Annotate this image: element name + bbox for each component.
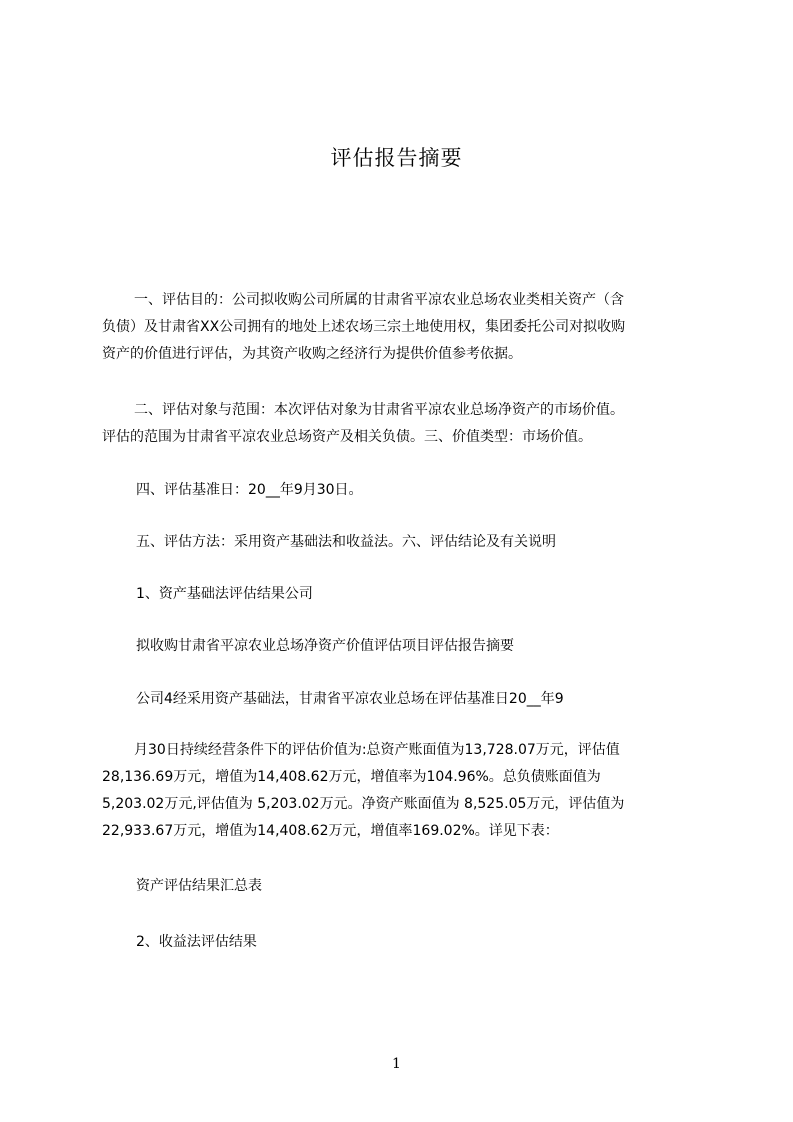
text-line: 资产的价值进行评估，为其资产收购之经济行为提供价值参考依据。	[102, 346, 522, 362]
text-line: 评估的范围为甘肃省平凉农业总场资产及相关负债。三、价值类型：市场价值。	[102, 429, 592, 445]
text-line: 1、资产基础法评估结果公司	[136, 586, 313, 602]
paragraph-summary-table-title	[102, 873, 698, 900]
text-line: 五、评估方法：采用资产基础法和收益法。六、评估结论及有关说明	[136, 534, 556, 550]
text-line: 公司4经采用资产基础法，甘肃省平凉农业总场在评估基准日20__年9	[136, 691, 564, 707]
text-line: 四、评估基准日：20__年9月30日。	[136, 482, 363, 498]
paragraph-method	[102, 529, 698, 556]
paragraph-scope	[102, 397, 698, 451]
paragraph-project-name	[102, 633, 698, 660]
text-line: 5,203.02万元,评估值为 5,203.02万元。净资产账面值为 8,525.05万元，评估值为	[102, 796, 625, 812]
text-line: 2、收益法评估结果	[136, 934, 257, 950]
page-title: 评估报告摘要	[330, 146, 463, 170]
text-line: 一、评估目的：公司拟收购公司所属的甘肃省平凉农业总场农业类相关资产（含	[134, 292, 624, 308]
text-line: 资产评估结果汇总表	[136, 878, 262, 894]
paragraph-valuation-results	[102, 737, 698, 845]
text-line: 负债）及甘肃省XX公司拥有的地处上述农场三宗土地使用权，集团委托公司对拟收购	[102, 319, 626, 335]
paragraph-method-intro	[102, 686, 698, 713]
text-line: 拟收购甘肃省平凉农业总场净资产价值评估项目评估报告摘要	[136, 638, 514, 654]
text-line: 22,933.67万元，增值为14,408.62万元，增值率169.02%。详见下表：	[102, 823, 559, 839]
text-line: 二、评估对象与范围：本次评估对象为甘肃省平凉农业总场净资产的市场价值。	[134, 402, 624, 418]
paragraph-asset-result-heading	[102, 581, 698, 608]
page-number: 1	[392, 1056, 401, 1072]
text-line: 28,136.69万元，增值为14,408.62万元，增值率为104.96%。总负债账面值为	[102, 769, 601, 785]
paragraph-base-date	[102, 477, 698, 504]
paragraph-income-method-heading	[102, 929, 698, 956]
text-line: 月30日持续经营条件下的评估价值为:总资产账面值为13,728.07万元，评估值	[134, 742, 620, 758]
paragraph-purpose	[102, 287, 698, 368]
